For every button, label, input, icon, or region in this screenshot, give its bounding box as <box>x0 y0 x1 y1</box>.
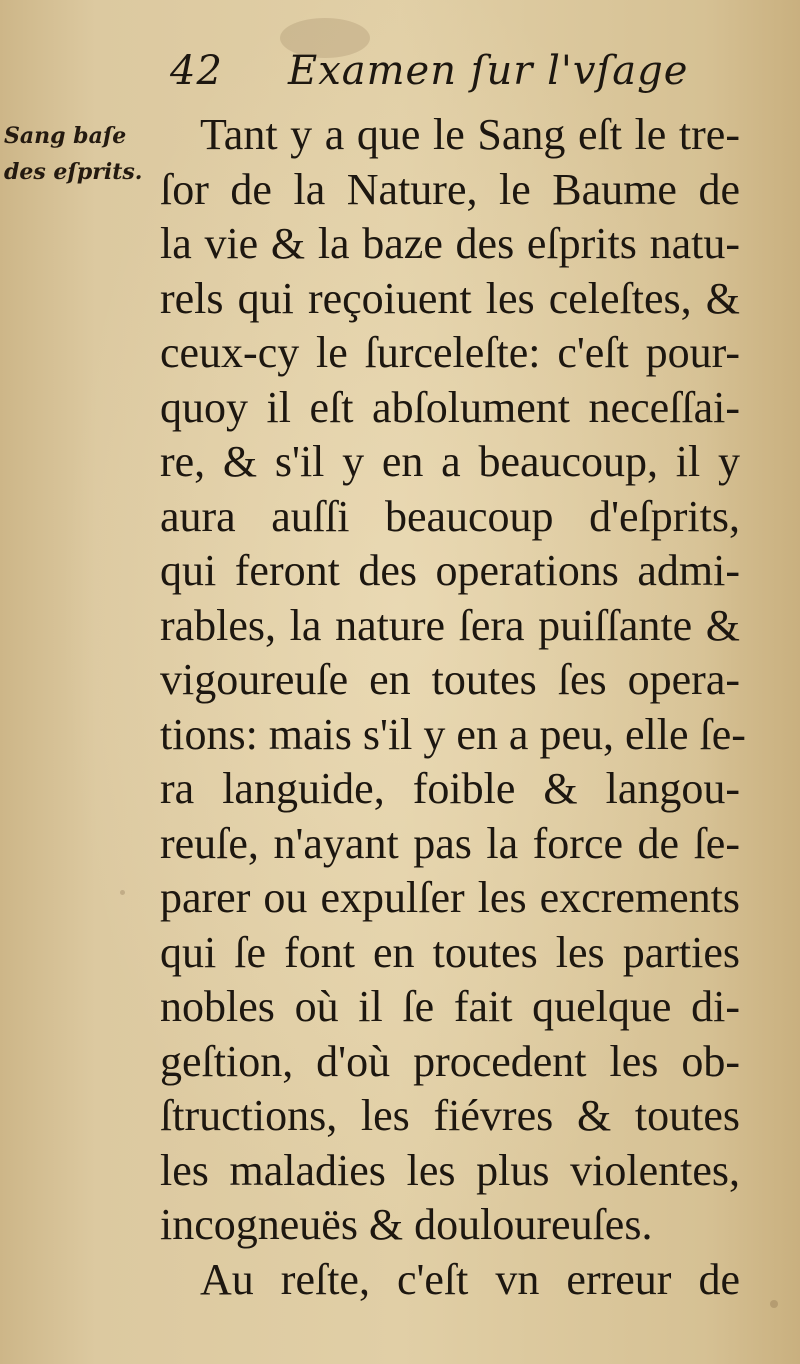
text-line: qui ſe font en toutes les parties <box>160 927 740 977</box>
text-line: rables, la nature ſera puiſſante & <box>160 600 740 650</box>
marginal-note <box>4 118 154 190</box>
text-line: ceux-cy le ſurceleſte: c'eſt pour- <box>160 328 740 377</box>
text-line: les maladies les plus violentes, <box>160 1145 740 1195</box>
text-line: qui feront des operations admi- <box>160 546 740 595</box>
text-line: re, & s'il y en a beaucoup, il y <box>160 437 740 486</box>
text-line: ſtructions, les fiévres & toutes <box>160 1091 740 1140</box>
marginal-note-line: Sang baſe <box>4 123 127 149</box>
text-line: quoy il eſt abſolument neceſſai- <box>160 382 740 432</box>
text-line: Tant y a que le Sang eſt le tre- <box>200 110 740 159</box>
text-line: aura auſſi beaucoup d'eſprits, <box>160 491 740 541</box>
marginal-note-line: des eſprits. <box>4 159 143 185</box>
text-line: geſtion, d'où procedent les ob- <box>160 1036 740 1086</box>
text-line: tions: mais s'il y en a peu, elle ſe- <box>160 709 746 759</box>
text-line: nobles où il ſe fait quelque di- <box>160 982 740 1031</box>
paper-spot <box>120 890 125 895</box>
text-line: vigoureuſe en toutes ſes opera- <box>160 655 740 704</box>
text-line: reuſe, n'ayant pas la force de ſe- <box>160 818 740 868</box>
running-head: Examen ſur l'vſage <box>288 48 689 94</box>
text-line: incogneuës & douloureuſes. <box>160 1200 653 1249</box>
text-line: ſor de la Nature, le Baume de <box>160 164 740 214</box>
text-line: Au reſte, c'eſt vn erreur de <box>200 1254 740 1304</box>
text-line: la vie & la baze des eſprits natu- <box>160 219 740 268</box>
page-header <box>170 48 690 100</box>
text-line: parer ou expulſer les excrements <box>160 873 740 922</box>
text-line: rels qui reçoiuent les celeſtes, & <box>160 273 740 323</box>
body-text <box>160 108 746 1307</box>
paper-spot <box>770 1300 778 1308</box>
text-line: ra languide, foible & langou- <box>160 764 740 813</box>
page-number: 42 <box>170 48 223 94</box>
